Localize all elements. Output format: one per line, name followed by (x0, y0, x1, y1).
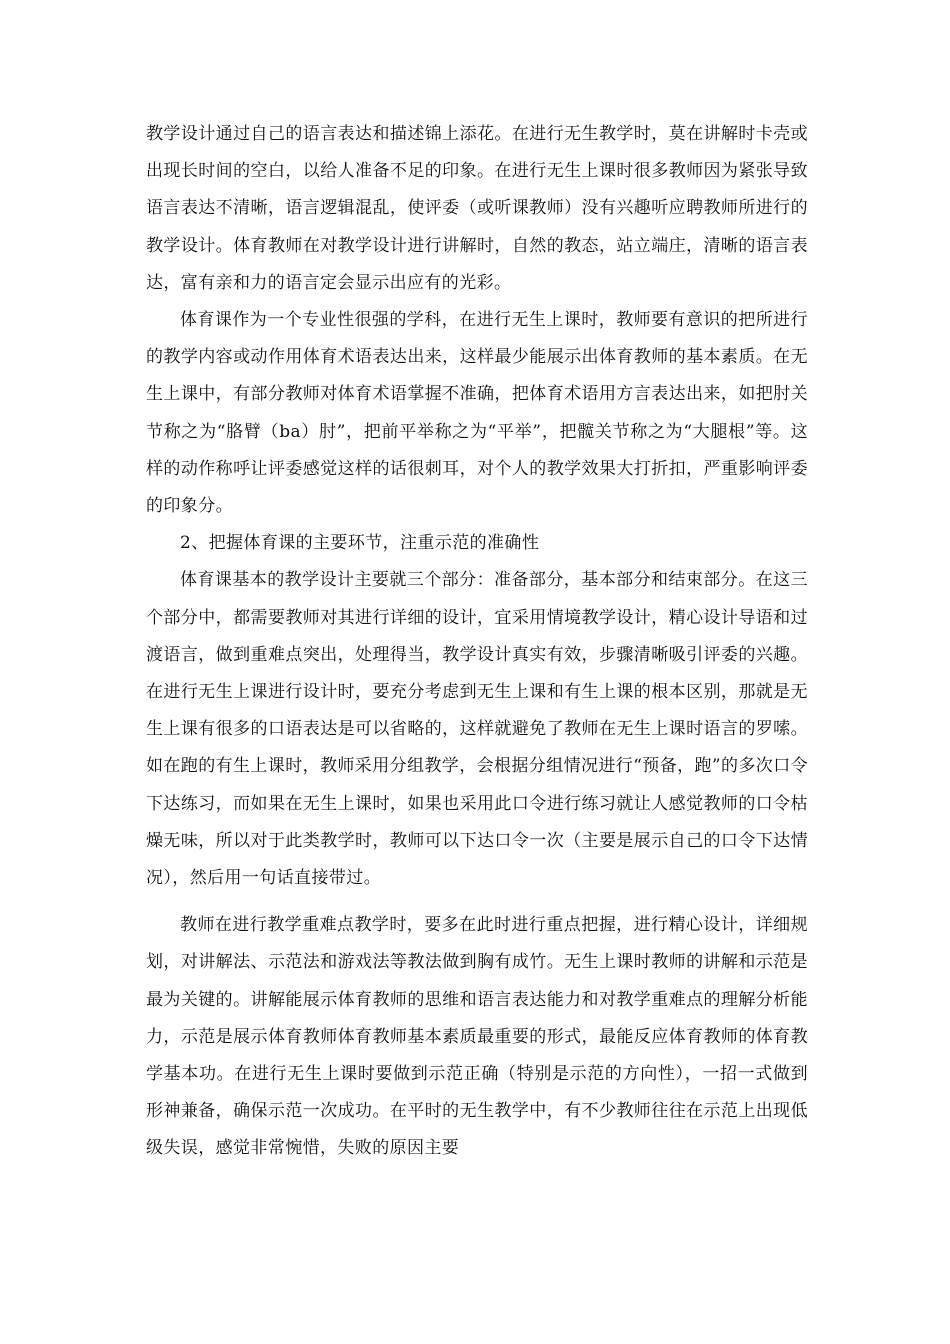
paragraph-1: 教学设计通过自己的语言表达和描述锦上添花。在进行无生教学时，莫在讲解时卡壳或出现长时间的空白，以给人准备不足的印象。在进行无生上课时很多教师因为紧张导致语言表达不清晰，语言逻辑混乱，使评委（或听课教师）没有兴趣听应聘教师所进行的教学设计。体育教师在对教学设计进行讲解时，自然的教态，站立端庄，清晰的语言表达，富有亲和力的语言定会显示出应有的光彩。 (146, 124, 808, 293)
document-body (146, 116, 808, 1168)
paragraph-3: 体育课基本的教学设计主要就三个部分：准备部分，基本部分和结束部分。在这三个部分中，都需要教师对其进行详细的设计，宜采用情境教学设计，精心设计导语和过渡语言，做到重难点突出，处理得当，教学设计真实有效，步骤清晰吸引评委的兴趣。在进行无生上课进行设计时，要充分考虑到无生上课和有生上课的根本区别，那就是无生上课有很多的口语表达是可以省略的，这样就避免了教师在无生上课时语言的罗嗦。如在跑的有生上课时，教师采用分组教学，会根据分组情况进行“预备，跑”的多次口令下达练习，而如果在无生上课时，如果也采用此口令进行练习就让人感觉教师的口令枯燥无味，所以对于此类教学时，教师可以下达口令一次（主要是展示自己的口令下达情况），然后用一句话直接带过。 (146, 570, 808, 889)
paragraph-gap (146, 897, 808, 907)
section-heading: 2、把握体育课的主要环节，注重示范的准确性 (180, 533, 540, 554)
paragraph-4: 教师在进行教学重难点教学时，要多在此时进行重点把握，进行精心设计，详细规划，对讲解法、示范法和游戏法等教法做到胸有成竹。无生上课时教师的讲解和示范是最为关键的。讲解能展示体育教师的思维和语言表达能力和对教学重难点的理解分析能力，示范是展示体育教师体育教师基本素质最重要的形式，最能反应体育教师的体育教学基本功。在进行无生上课时要做到示范正确（特别是示范的方向性），一招一式做到形神兼备，确保示范一次成功。在平时的无生教学中，有不少教师往往在示范上出现低级失误，感觉非常惋惜，失败的原因主要 (146, 915, 808, 1159)
paragraph-2: 体育课作为一个专业性很强的学科，在进行无生上课时，教师要有意识的把所进行的教学内容或动作用体育术语表达出来，这样最少能展示出体育教师的基本素质。在无生上课中，有部分教师对体育术语掌握不准确，把体育术语用方言表达出来，如把肘关节称之为“胳臂（ba）肘”，把前平举称之为“平举”，把髋关节称之为“大腿根”等。这样的动作称呼让评委感觉这样的话很刺耳，对个人的教学效果大打折扣，严重影响评委的印象分。 (146, 310, 808, 517)
